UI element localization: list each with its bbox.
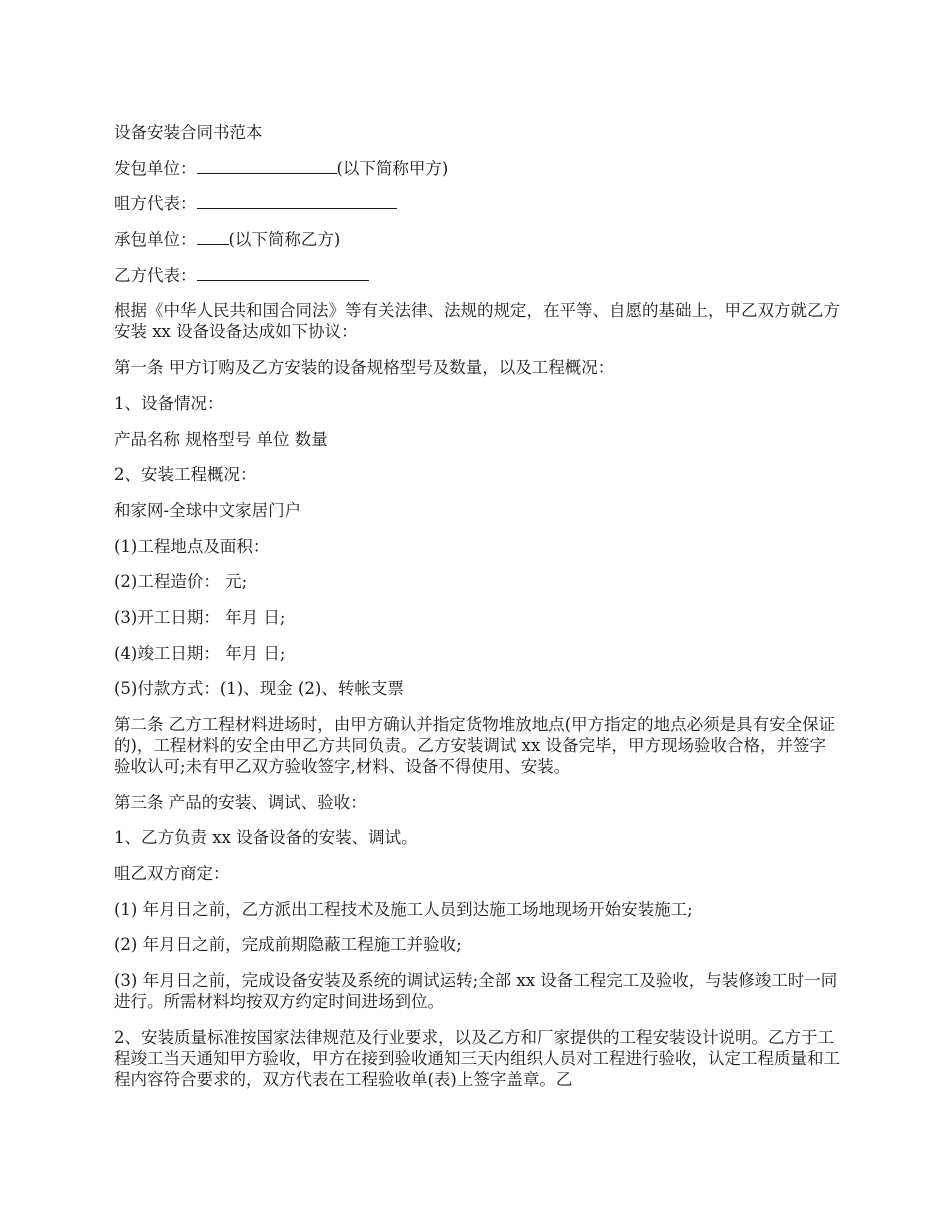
paragraph-schedule-3: (3) 年月日之前，完成设备安装及系统的调试运转;全部 xx 设备工程完工及验收，与装修竣工时一同进行。所需材料均按双方约定时间进场到位。	[114, 971, 838, 1012]
party-b-unit-suffix: (以下简称乙方)	[228, 230, 341, 250]
party-a-rep-label: 咀方代表：	[114, 194, 197, 214]
party-b-unit-label: 承包单位：	[114, 230, 197, 250]
party-a-unit-suffix: (以下简称甲方)	[336, 158, 449, 178]
party-b-rep-label: 乙方代表：	[114, 265, 197, 285]
party-b-rep-blank	[197, 265, 369, 281]
paragraph-schedule-1: (1) 年月日之前，乙方派出工程技术及施工人员到达施工场地现场开始安装施工;	[114, 899, 693, 919]
paragraph-schedule-2: (2) 年月日之前，完成前期隐蔽工程施工并验收;	[114, 935, 462, 955]
party-a-rep-blank	[197, 193, 397, 209]
party-b-unit-blank	[197, 229, 229, 245]
party-b-rep-line	[114, 265, 840, 286]
document-body	[114, 122, 840, 1105]
paragraph-article-2: 第二条 乙方工程材料进场时，由甲方确认并指定货物堆放地点(甲方指定的地点必须是具有安全保证的)，工程材料的安全由甲乙方共同负责。乙方安装调试 xx 设备完毕，甲方现场验收合格，并签字验收认可;未有甲乙双方验收签字,材料、设备不得使用、安装。	[114, 715, 836, 776]
paragraph-item-start-date: (3)开工日期： 年月 日;	[114, 607, 286, 627]
paragraph-quality-standard: 2、安装质量标准按国家法律规范及行业要求，以及乙方和厂家提供的工程安装设计说明。乙方于工程竣工当天通知甲方验收，甲方在接到验收通知三天内组织人员对工程进行验收，认定工程质量和工程内容符合要求的，双方代表在工程验收单(表)上签字盖章。乙	[114, 1027, 840, 1089]
paragraph-item-end-date: (4)竣工日期： 年月 日;	[114, 643, 286, 663]
paragraph-installation-duty: 1、乙方负责 xx 设备设备的安装、调试。	[114, 828, 418, 848]
paragraph-article-3: 第三条 产品的安装、调试、验收：	[114, 792, 367, 812]
paragraph-equipment-heading: 1、设备情况：	[114, 393, 224, 413]
paragraph-article-1: 第一条 甲方订购及乙方安装的设备规格型号及数量，以及工程概况：	[114, 358, 615, 378]
paragraph-item-payment: (5)付款方式：(1)、现金 (2)、转帐支票	[114, 679, 404, 699]
party-b-unit-line	[114, 229, 840, 250]
paragraph-site-note: 和家网-全球中文家居门户	[114, 500, 302, 520]
party-a-rep-line	[114, 193, 840, 214]
paragraph-item-cost: (2)工程造价： 元;	[114, 572, 248, 592]
paragraph-project-overview-heading: 2、安装工程概况：	[114, 465, 257, 485]
party-a-unit-label: 发包单位：	[114, 158, 197, 178]
paragraph-agreement-heading: 咀乙双方商定：	[114, 864, 230, 884]
party-a-unit-line	[114, 158, 840, 179]
document-title: 设备安装合同书范本	[114, 123, 263, 142]
party-a-unit-blank	[197, 158, 337, 174]
paragraph-product-columns: 产品名称 规格型号 单位 数量	[114, 429, 328, 449]
paragraph-item-location: (1)工程地点及面积：	[114, 536, 270, 556]
paragraph-preamble: 根据《中华人民共和国合同法》等有关法律、法规的规定，在平等、自愿的基础上，甲乙双方就乙方安装 xx 设备设备达成如下协议：	[114, 301, 840, 342]
